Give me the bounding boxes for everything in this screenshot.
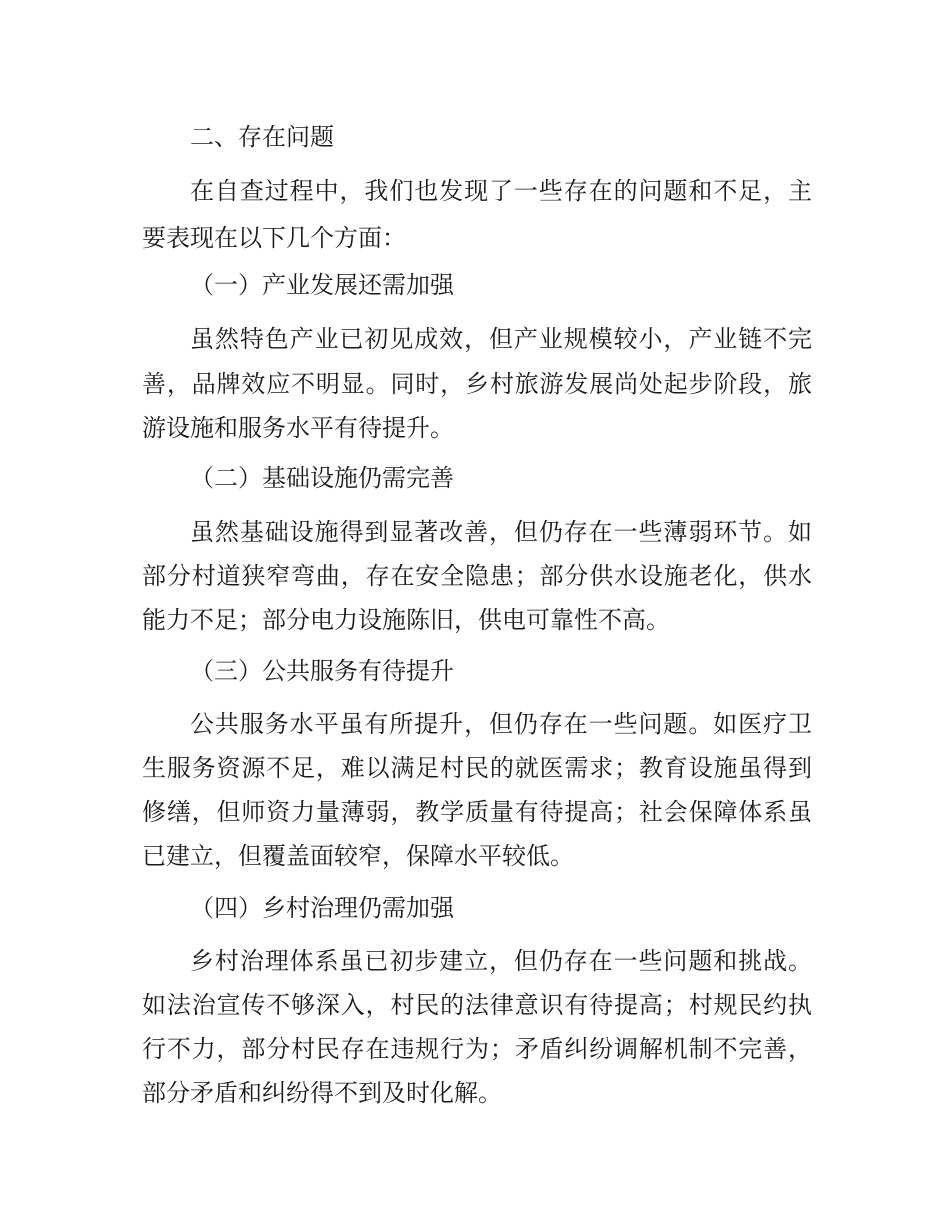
intro-line-2: 要表现在以下几个方面： — [142, 224, 406, 252]
subsection-title-1: （一）产业发展还需加强 — [190, 271, 454, 299]
paragraph-4-line-3: 行不力，部分村民存在违规行为；矛盾纠纷调解机制不完善， — [142, 1035, 812, 1063]
paragraph-4-line-1: 乡村治理体系虽已初步建立，但仍存在一些问题和挑战。 — [190, 947, 812, 975]
subsection-title-2: （二）基础设施仍需完善 — [190, 464, 454, 492]
subsection-title-4: （四）乡村治理仍需加强 — [190, 894, 454, 922]
paragraph-4-line-2: 如法治宣传不够深入，村民的法律意识有待提高；村规民约执 — [142, 991, 812, 1019]
section-heading: 二、存在问题 — [190, 123, 334, 151]
paragraph-3-line-1: 公共服务水平虽有所提升，但仍存在一些问题。如医疗卫 — [190, 710, 812, 738]
paragraph-1-line-2: 善，品牌效应不明显。同时，乡村旅游发展尚处起步阶段，旅 — [142, 370, 812, 398]
paragraph-2-line-3: 能力不足；部分电力设施陈旧，供电可靠性不高。 — [142, 606, 670, 634]
paragraph-2-line-2: 部分村道狭窄弯曲，存在安全隐患；部分供水设施老化，供水 — [142, 562, 812, 590]
subsection-title-3: （三）公共服务有待提升 — [190, 657, 454, 685]
paragraph-1-line-3: 游设施和服务水平有待提升。 — [142, 414, 454, 442]
paragraph-4-line-4: 部分矛盾和纠纷得不到及时化解。 — [142, 1079, 502, 1107]
paragraph-3-line-4: 已建立，但覆盖面较窄，保障水平较低。 — [142, 842, 574, 870]
intro-line-1: 在自查过程中，我们也发现了一些存在的问题和不足，主 — [190, 177, 812, 205]
paragraph-1-line-1: 虽然特色产业已初见成效，但产业规模较小，产业链不完 — [190, 325, 812, 353]
paragraph-2-line-1: 虽然基础设施得到显著改善，但仍存在一些薄弱环节。如 — [190, 518, 812, 546]
paragraph-3-line-2: 生服务资源不足，难以满足村民的就医需求；教育设施虽得到 — [142, 754, 812, 782]
paragraph-3-line-3: 修缮，但师资力量薄弱，教学质量有待提高；社会保障体系虽 — [142, 798, 812, 826]
